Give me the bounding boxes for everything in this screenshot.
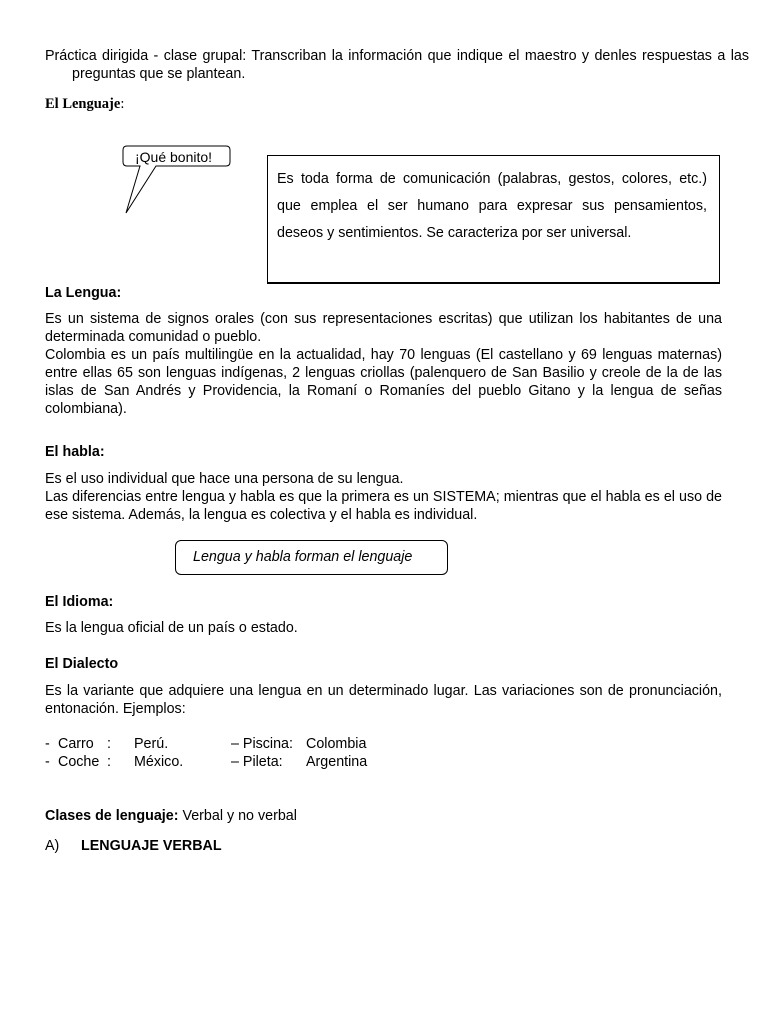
example-dash: - [45, 736, 50, 752]
list-item-title: LENGUAJE VERBAL [81, 838, 222, 854]
definition-text: Es toda forma de comunicación (palabras, gestos, colores, etc.) que emplea el ser humano para expresar sus pensamientos, deseos y sentimientos. Se caracteriza por ser universal. [277, 171, 707, 241]
section-heading-dialecto: El Dialecto [45, 656, 119, 672]
callout-box [175, 540, 448, 575]
section-heading-lenguaje: El Lenguaje: [45, 96, 125, 112]
definition-box [267, 155, 720, 284]
section-heading-lengua: La Lengua: [45, 285, 122, 301]
example-place2: Colombia [306, 736, 367, 752]
section-heading-idioma: El Idioma: [45, 594, 114, 610]
clases-label: Clases de lenguaje: [45, 808, 179, 824]
list-item-letter: A) [45, 838, 60, 854]
example-place2: Argentina [306, 754, 368, 770]
example-word: Coche [58, 754, 100, 770]
callout-text: Lengua y habla forman el lenguaje [193, 549, 413, 565]
dialecto-paragraph: Es la variante que adquiere una lengua en un determinado lugar. Las variaciones son de pronunciación, entonación. Ejemplos: [45, 683, 722, 717]
habla-paragraph-1: Es el uso individual que hace una persona de su lengua. [45, 471, 404, 487]
example-sep: : [107, 754, 111, 770]
example-dash: - [45, 754, 50, 770]
idioma-paragraph: Es la lengua oficial de un país o estado. [45, 620, 298, 636]
example-word: Carro [58, 736, 94, 752]
clases-line [45, 807, 297, 825]
lengua-paragraph-1: Es un sistema de signos orales (con sus representaciones escritas) que utilizan los habitantes de una determinada comunidad o pueblo. [45, 311, 722, 345]
example-word2: – Pileta: [231, 754, 283, 770]
habla-paragraph-2: Las diferencias entre lengua y habla es que la primera es un SISTEMA; mientras que el habla es el uso de ese sistema. Además, la lengua es colectiva y el habla es individual. [45, 489, 722, 523]
example-sep: : [107, 736, 111, 752]
speech-bubble-text: ¡Qué bonito! [135, 149, 213, 165]
lengua-paragraph-2: Colombia es un país multilingüe en la actualidad, hay 70 lenguas (El castellano y 69 lenguas maternas) entre ellas 65 son lenguas indígenas, 2 lenguas criollas (palenquero de San Basilio y creole de la de las islas de San Andrés y Providencia, la Romaní o Romaníes del pueblo Gitano y la lengua de señas colombiana). [45, 347, 722, 417]
example-place: Perú. [134, 736, 169, 752]
example-place: México. [134, 754, 184, 770]
intro-instructions: Práctica dirigida - clase grupal: Transcriban la información que indique el maestro y denles respuestas a las preguntas que se plantean. [45, 48, 749, 82]
section-heading-habla: El habla: [45, 444, 105, 460]
example-word2: – Piscina: [231, 736, 293, 752]
clases-value: Verbal y no verbal [178, 808, 297, 824]
